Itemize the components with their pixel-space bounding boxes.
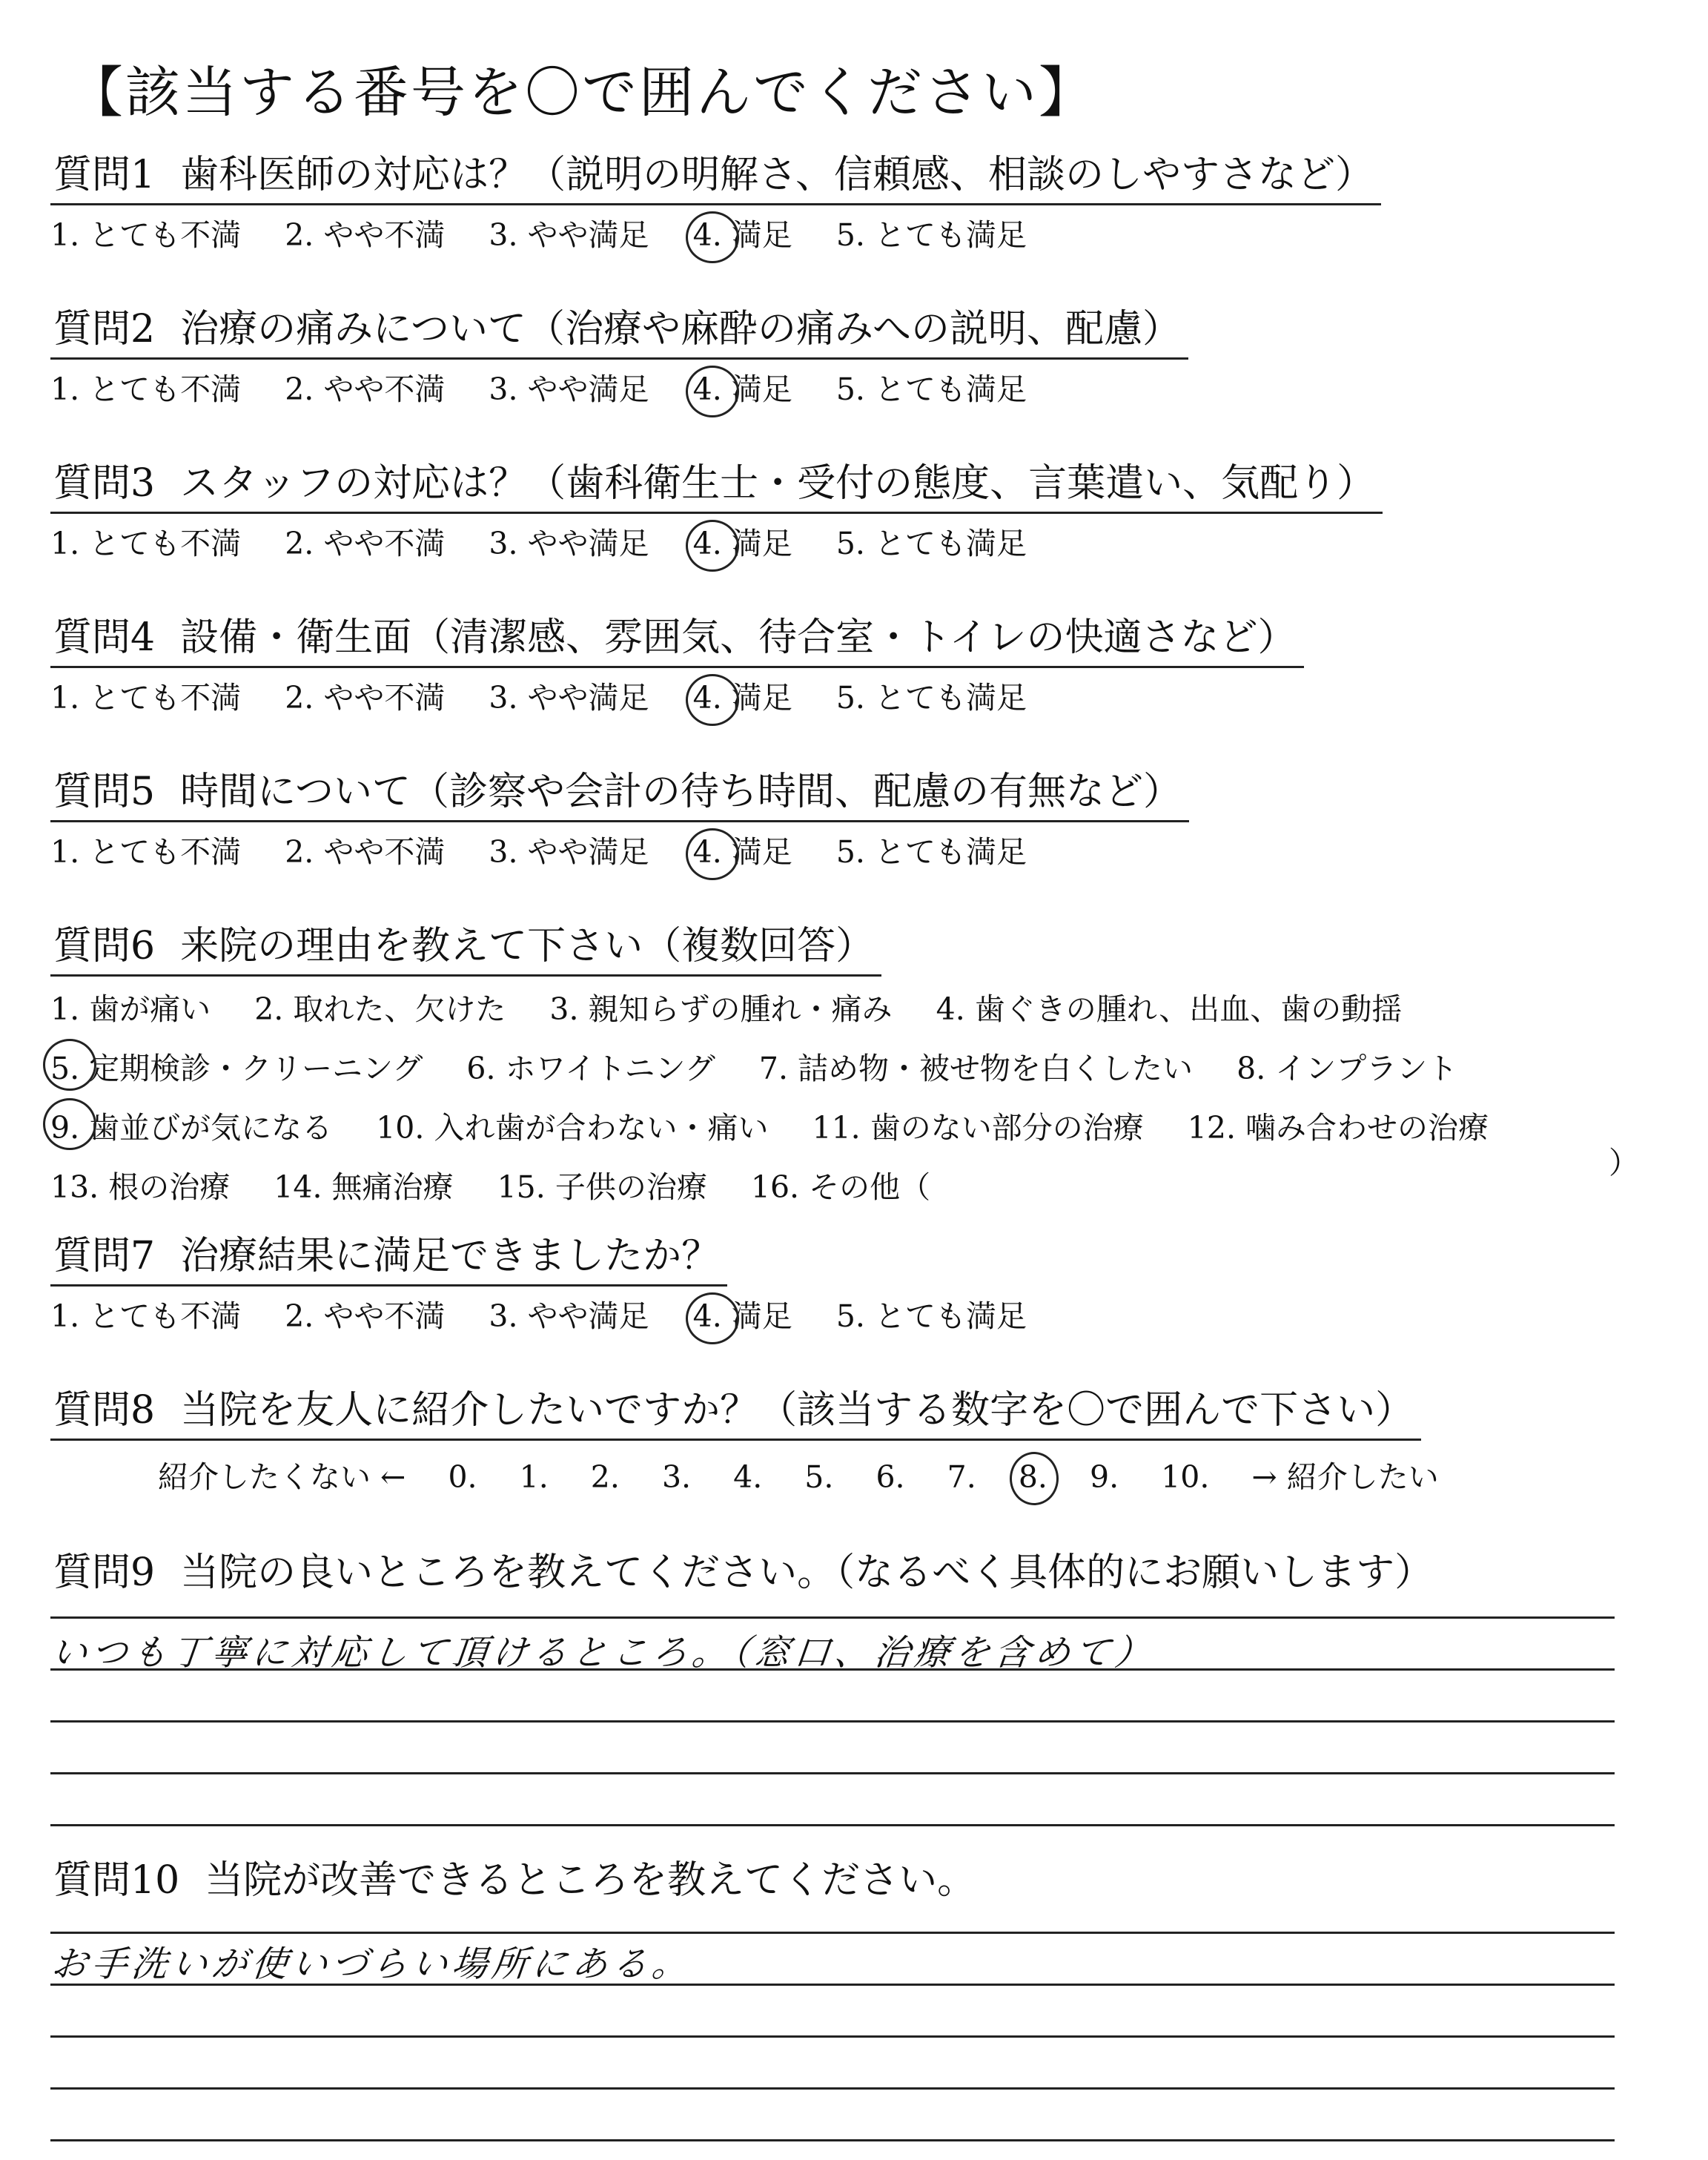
reason-option[interactable]: 8. インプラント: [1237, 1051, 1458, 1086]
question-3: [50, 457, 1622, 564]
scale-value[interactable]: 9.: [1089, 1459, 1119, 1495]
reason-option[interactable]: 14. 無痛治療: [274, 1169, 454, 1205]
option-5[interactable]: 5. とても満足: [835, 526, 1027, 561]
option-5[interactable]: 5. とても満足: [835, 217, 1027, 253]
question-2: [50, 303, 1622, 410]
reason-option[interactable]: 1. 歯が痛い: [50, 991, 211, 1027]
question-label: 質問4: [53, 615, 156, 660]
option-5[interactable]: 5. とても満足: [835, 680, 1027, 716]
question-1: [50, 148, 1622, 256]
reason-options-row-4: [50, 1160, 1622, 1214]
recommend-scale: [158, 1453, 1622, 1496]
answer-line: [50, 1616, 1615, 1619]
question-text: 治療の痛みについて（治療や麻酔の痛みへの説明、配慮）: [180, 307, 1182, 351]
reason-option-selected[interactable]: 9. 歯並びが気になる: [50, 1101, 332, 1155]
rating-options: [50, 677, 1622, 719]
option-5[interactable]: 5. とても満足: [835, 834, 1027, 870]
question-text: 当院の良いところを教えてください。（なるべく具体的にお願いします）: [180, 1550, 1434, 1595]
scale-value-selected[interactable]: 8.: [1018, 1459, 1047, 1495]
answer-line: [50, 1720, 1615, 1723]
question-7: [50, 1229, 1622, 1337]
page-title: 【該当する番号を〇で囲んでください】: [68, 61, 1096, 125]
question-text: 歯科医師の対応は？（説明の明解さ、信頼感、相談のしやすさなど）: [180, 153, 1374, 197]
scale-right-label: → 紹介したい: [1251, 1459, 1439, 1495]
scale-value[interactable]: 7.: [947, 1459, 976, 1495]
question-5: [50, 765, 1622, 873]
option-2[interactable]: 2. やや不満: [285, 680, 446, 716]
question-label: 質問3: [53, 461, 156, 506]
question-text: スタッフの対応は？（歯科衛生士・受付の態度、言葉遣い、気配り）: [180, 461, 1376, 506]
option-4-selected[interactable]: 4. 満足: [693, 523, 792, 564]
scale-value[interactable]: 4.: [733, 1459, 763, 1495]
question-8: [50, 1384, 1622, 1496]
option-4-selected[interactable]: 4. 満足: [693, 214, 792, 256]
question-label: 質問6: [53, 924, 156, 968]
answer-line: [50, 1984, 1615, 1986]
reason-option[interactable]: 11. 歯のない部分の治療: [812, 1110, 1144, 1146]
answer-line: [50, 2035, 1615, 2038]
option-4-selected[interactable]: 4. 満足: [693, 831, 792, 873]
question-label: 質問1: [53, 153, 156, 197]
option-3[interactable]: 3. やや満足: [489, 526, 649, 561]
answer-line: [50, 1932, 1615, 1934]
scale-value[interactable]: 3.: [661, 1459, 692, 1495]
scale-value[interactable]: 10.: [1161, 1459, 1210, 1495]
question-9: [50, 1546, 1622, 1601]
reason-option[interactable]: 4. 歯ぐきの腫れ、出血、歯の動揺: [936, 991, 1403, 1027]
reason-option[interactable]: 6. ホワイトニング: [466, 1051, 715, 1086]
option-5[interactable]: 5. とても満足: [835, 1298, 1027, 1334]
rating-options: [50, 369, 1622, 410]
reason-option[interactable]: 10. 入れ歯が合わない・痛い: [376, 1110, 769, 1146]
rating-options: [50, 831, 1622, 873]
rating-options: [50, 523, 1622, 564]
reason-options-row-1: [50, 982, 1622, 1036]
q9-handwritten-answer[interactable]: いつも丁寧に対応して頂けるところ。（窓口、治療を含めて）: [49, 1632, 1157, 1674]
q10-handwritten-answer[interactable]: お手洗いが使いづらい場所にある。: [49, 1943, 695, 1985]
option-1[interactable]: 1. とても不満: [50, 526, 242, 561]
rating-options: [50, 214, 1622, 256]
option-3[interactable]: 3. やや満足: [489, 1298, 649, 1334]
reason-option-selected[interactable]: 5. 定期検診・クリーニング: [50, 1042, 423, 1095]
option-1[interactable]: 1. とても不満: [50, 217, 242, 253]
other-close-paren: ）: [1609, 1145, 1639, 1180]
question-label: 質問2: [53, 307, 156, 351]
option-1[interactable]: 1. とても不満: [50, 680, 242, 716]
scale-value[interactable]: 0.: [448, 1459, 477, 1495]
question-label: 質問5: [53, 770, 156, 814]
answer-line: [50, 1668, 1615, 1671]
scale-value[interactable]: 6.: [875, 1459, 905, 1495]
question-label: 質問8: [53, 1388, 156, 1433]
option-4-selected[interactable]: 4. 満足: [693, 1295, 792, 1337]
option-2[interactable]: 2. やや不満: [285, 526, 446, 561]
option-3[interactable]: 3. やや満足: [489, 834, 649, 870]
reason-option[interactable]: 13. 根の治療: [50, 1169, 231, 1205]
option-1[interactable]: 1. とても不満: [50, 371, 242, 407]
option-3[interactable]: 3. やや満足: [489, 371, 649, 407]
reason-option-other[interactable]: 16. その他（: [750, 1169, 931, 1205]
reason-options-row-3: [50, 1101, 1622, 1155]
question-text: 時間について（診察や会計の待ち時間、配慮の有無など）: [180, 770, 1182, 814]
reason-options-row-2: [50, 1042, 1622, 1095]
question-text: 当院を友人に紹介したいですか？（該当する数字を〇で囲んで下さい）: [180, 1388, 1414, 1433]
option-2[interactable]: 2. やや不満: [285, 371, 446, 407]
question-10: [50, 1854, 1622, 1909]
question-text: 来院の理由を教えて下さい（複数回答）: [180, 924, 875, 968]
question-text: 治療結果に満足できましたか？: [180, 1234, 721, 1278]
question-label: 質問10: [53, 1858, 180, 1903]
question-text: 当院が改善できるところを教えてください。: [205, 1858, 976, 1903]
option-2[interactable]: 2. やや不満: [285, 1298, 446, 1334]
scale-left-label: 紹介したくない ←: [158, 1459, 406, 1495]
question-4: [50, 611, 1622, 719]
option-3[interactable]: 3. やや満足: [489, 680, 649, 716]
reason-option[interactable]: 7. 詰め物・被せ物を白くしたい: [758, 1051, 1194, 1086]
rating-options: [50, 1295, 1622, 1337]
scale-value[interactable]: 2.: [590, 1459, 620, 1495]
option-2[interactable]: 2. やや不満: [285, 834, 446, 870]
question-text: 設備・衛生面（清潔感、雰囲気、待合室・トイレの快適さなど）: [180, 615, 1297, 660]
question-label: 質問9: [53, 1550, 156, 1595]
reason-option[interactable]: 15. 子供の治療: [497, 1169, 707, 1205]
question-6: [50, 919, 1622, 1214]
option-2[interactable]: 2. やや不満: [285, 217, 446, 253]
answer-line: [50, 2139, 1615, 2141]
scale-value[interactable]: 5.: [804, 1459, 834, 1495]
answer-line: [50, 1824, 1615, 1826]
question-label: 質問7: [53, 1234, 156, 1278]
reason-option[interactable]: 12. 噛み合わせの治療: [1187, 1110, 1489, 1146]
option-1[interactable]: 1. とても不満: [50, 834, 242, 870]
reason-option[interactable]: 2. 取れた、欠けた: [254, 991, 506, 1027]
answer-line: [50, 2087, 1615, 2090]
option-4-selected[interactable]: 4. 満足: [693, 369, 792, 410]
answer-line: [50, 1772, 1615, 1774]
option-5[interactable]: 5. とても満足: [835, 371, 1027, 407]
reason-option[interactable]: 3. 親知らずの腫れ・痛み: [549, 991, 893, 1027]
option-1[interactable]: 1. とても不満: [50, 1298, 242, 1334]
scale-value[interactable]: 1.: [519, 1459, 549, 1495]
option-4-selected[interactable]: 4. 満足: [693, 677, 792, 719]
option-3[interactable]: 3. やや満足: [489, 217, 649, 253]
